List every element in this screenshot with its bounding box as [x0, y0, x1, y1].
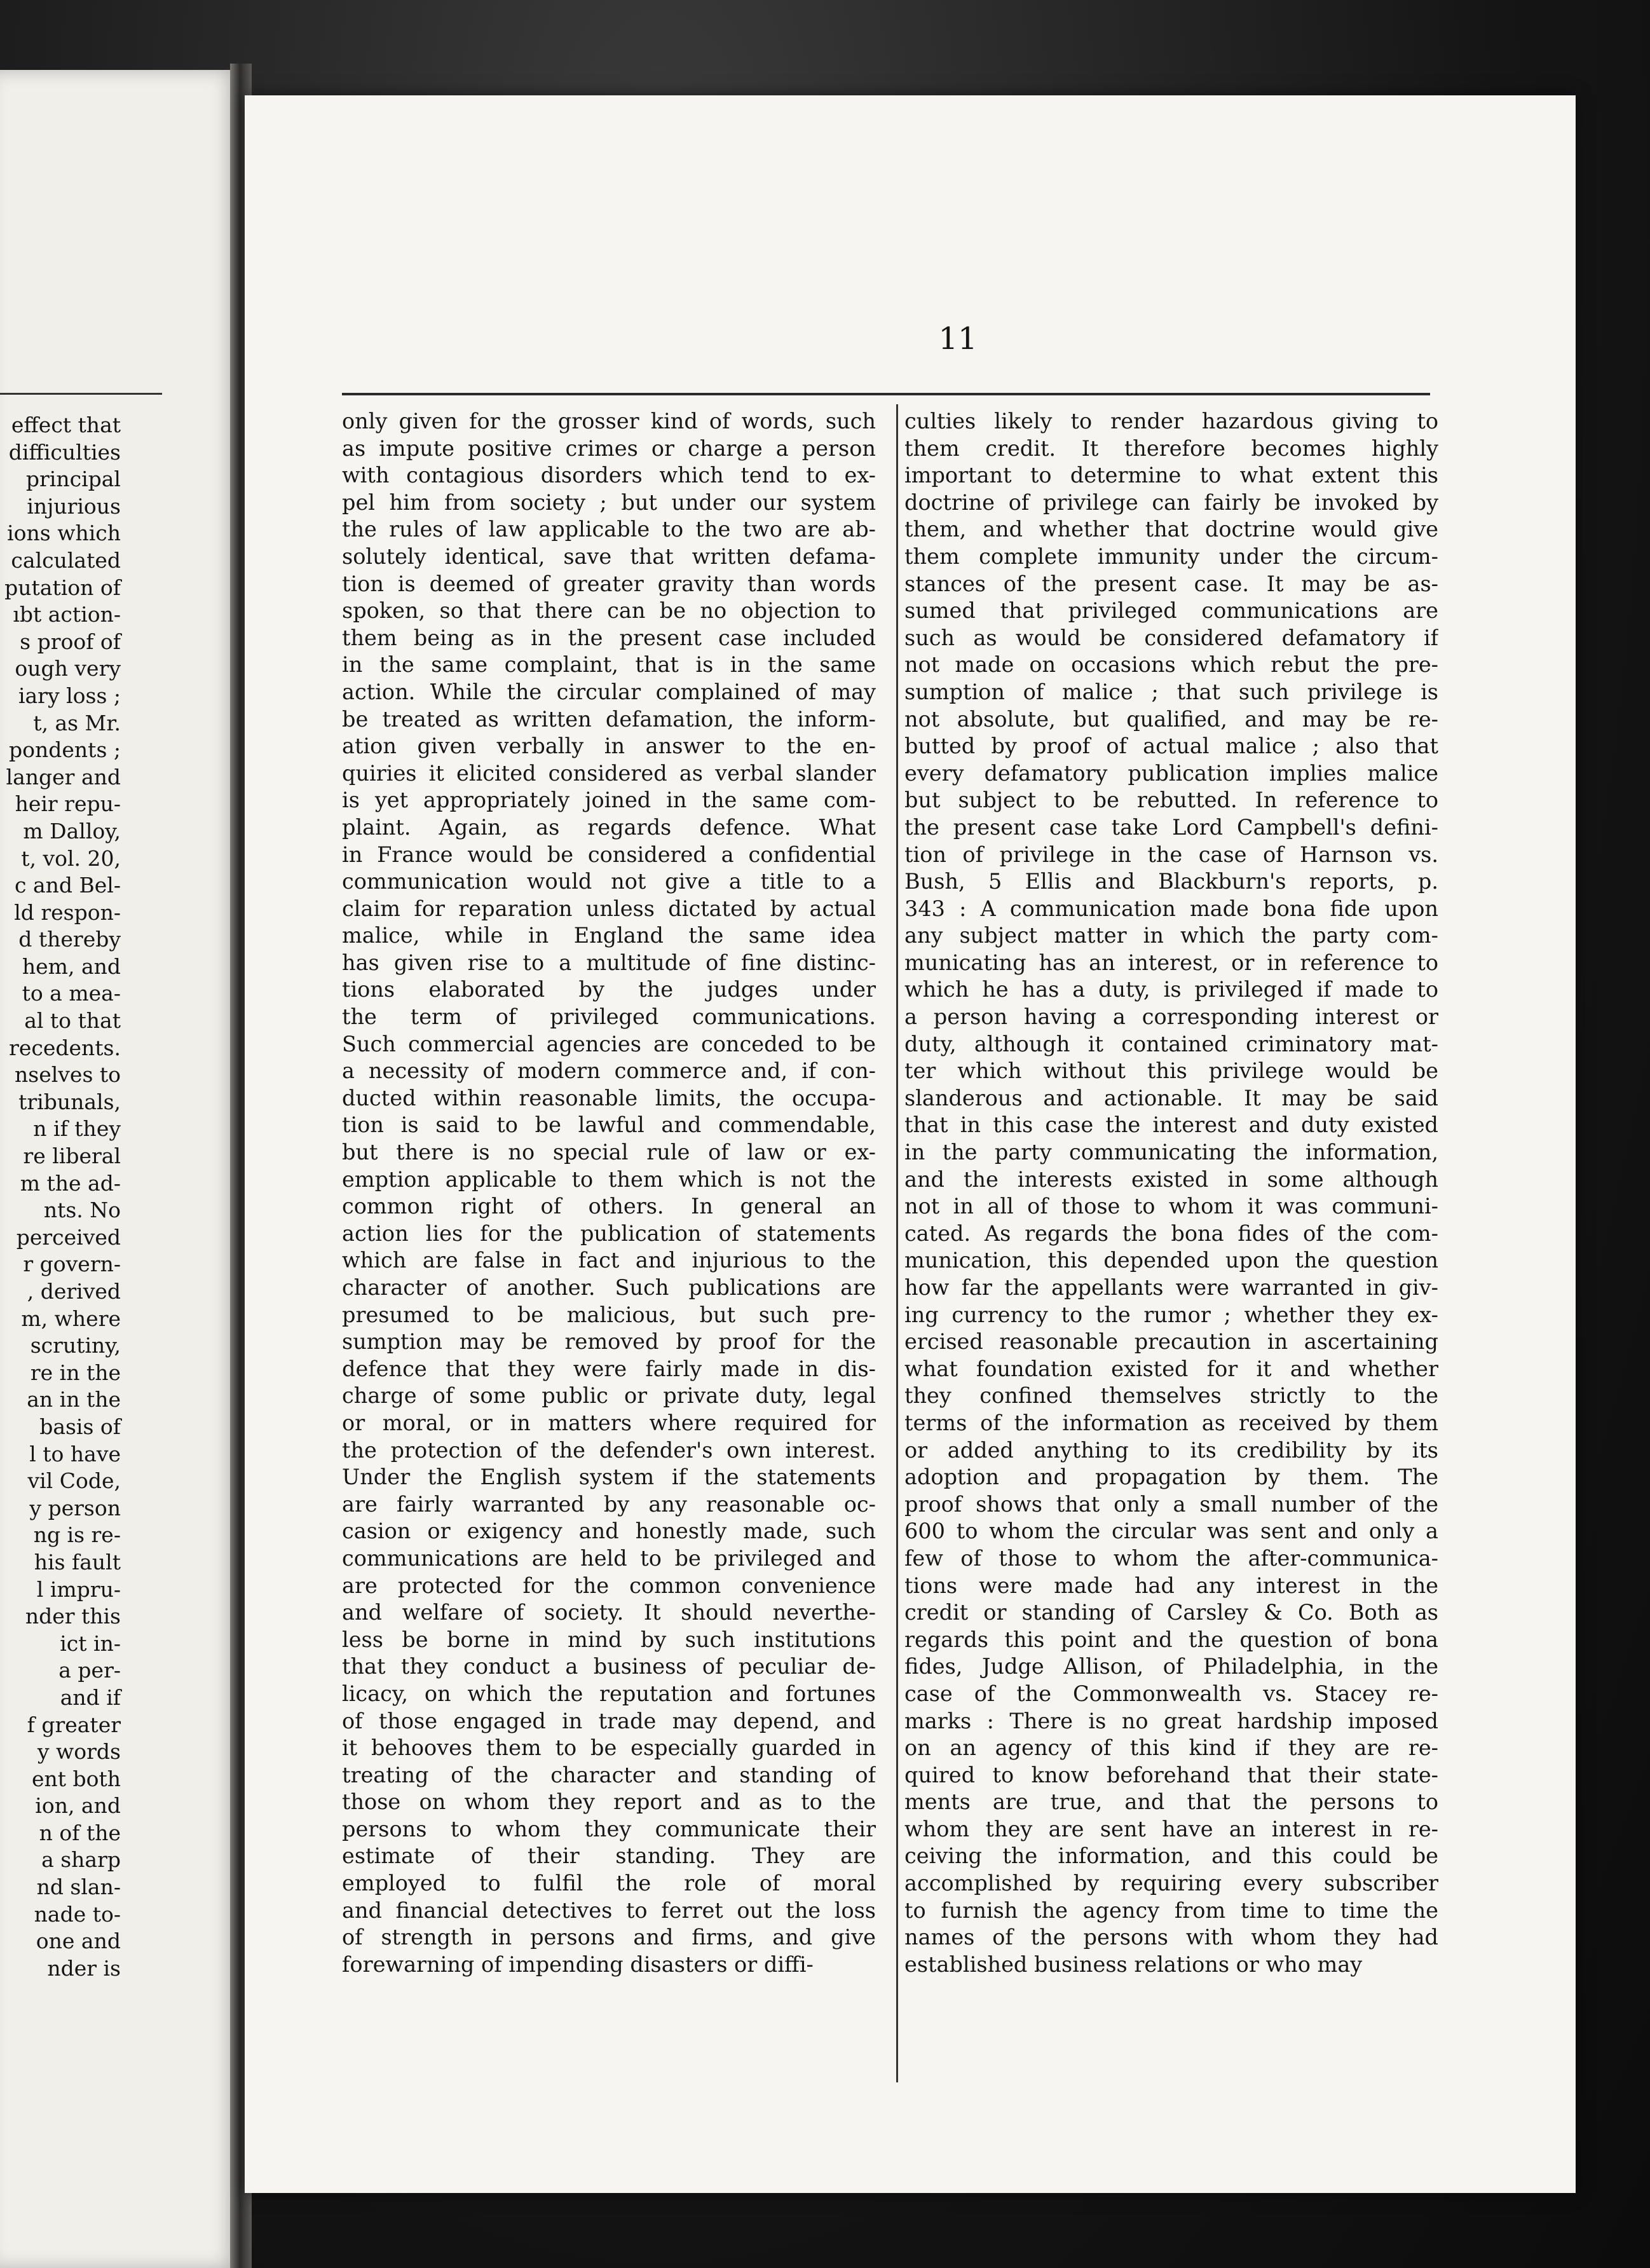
- text-line: that they conduct a business of peculiar de-: [342, 1654, 876, 1679]
- text-line: spoken, so that there can be no objection to: [342, 598, 876, 624]
- facing-page-line-fragment: ions which: [7, 521, 121, 546]
- text-line: fides, Judge Allison, of Philadelphia, in the: [904, 1654, 1438, 1679]
- column-divider: [896, 404, 898, 2082]
- text-line: butted by proof of actual malice ; also that: [904, 734, 1438, 759]
- facing-page-line-fragment: nade to-: [34, 1901, 121, 1927]
- text-line: of those engaged in trade may depend, and: [342, 1708, 876, 1733]
- facing-page-line-fragment: m, where: [21, 1306, 121, 1331]
- facing-page-line-fragment: hem, and: [22, 953, 121, 979]
- text-column-left: [342, 408, 876, 1978]
- text-line: credit or standing of Carsley & Co. Both as: [904, 1600, 1438, 1625]
- text-line: or added anything to its credibility by its: [904, 1437, 1438, 1463]
- facing-page-line-fragment: perceived: [16, 1224, 121, 1250]
- text-column-right: [904, 408, 1438, 1978]
- text-line: action lies for the publication of statements: [342, 1220, 876, 1246]
- text-line: terms of the information as received by them: [904, 1410, 1438, 1435]
- text-line: ments are true, and that the persons to: [904, 1789, 1438, 1815]
- facing-page-line-fragment: al to that: [24, 1008, 121, 1034]
- text-line: action. While the circular complained of may: [342, 679, 876, 704]
- text-line: presumed to be malicious, but such pre-: [342, 1302, 876, 1327]
- text-line: pel him from society ; but under our system: [342, 489, 876, 515]
- text-line: munication, this depended upon the question: [904, 1248, 1438, 1273]
- text-line: ing currency to the rumor ; whether they ex-: [904, 1302, 1438, 1327]
- text-line: that in this case the interest and duty existed: [904, 1112, 1438, 1138]
- facing-page-line-fragment: nder is: [47, 1955, 121, 1981]
- text-line: them being as in the present case included: [342, 625, 876, 650]
- text-line: claim for reparation unless dictated by actual: [342, 896, 876, 921]
- text-line: and welfare of society. It should neverthe-: [342, 1600, 876, 1625]
- text-line: licacy, on which the reputation and fortunes: [342, 1681, 876, 1706]
- text-line: proof shows that only a small number of the: [904, 1491, 1438, 1517]
- text-line: tion is said to be lawful and commendable,: [342, 1112, 876, 1138]
- text-line: sumed that privileged communications are: [904, 598, 1438, 624]
- text-line: marks : There is no great hardship imposed: [904, 1708, 1438, 1733]
- facing-page-line-fragment: ıbt action-: [13, 602, 121, 627]
- facing-page-line-fragment: his fault: [34, 1549, 121, 1575]
- text-line: character of another. Such publications are: [342, 1275, 876, 1300]
- text-line: and the interests existed in some although: [904, 1166, 1438, 1192]
- facing-page-line-fragment: ion, and: [35, 1793, 121, 1819]
- text-line: ter which without this privilege would be: [904, 1058, 1438, 1084]
- text-line: municating has an interest, or in reference to: [904, 950, 1438, 975]
- header-rule: [342, 393, 1430, 395]
- facing-page-line-fragment: n of the: [39, 1820, 121, 1845]
- facing-page-line-fragment: putation of: [4, 575, 121, 600]
- text-line: sumption of malice ; that such privilege is: [904, 679, 1438, 704]
- text-line: on an agency of this kind if they are re-: [904, 1735, 1438, 1761]
- facing-page-line-fragment: l to have: [29, 1441, 121, 1466]
- facing-page-line-fragment: iary loss ;: [18, 683, 121, 708]
- facing-page-line-fragment: ict in-: [60, 1630, 121, 1656]
- text-line: not made on occasions which rebut the pre-: [904, 652, 1438, 678]
- facing-page-header-rule: [0, 393, 162, 395]
- facing-page-line-fragment: ent both: [31, 1766, 121, 1791]
- facing-page-line-fragment: effect that: [11, 413, 121, 437]
- facing-page-line-fragment: re liberal: [23, 1144, 121, 1169]
- facing-page-line-fragment: m the ad-: [20, 1170, 121, 1196]
- facing-page-line-fragment: vil Code,: [27, 1468, 121, 1494]
- text-line: regards this point and the question of bona: [904, 1627, 1438, 1652]
- facing-page-line-fragment: d thereby: [18, 927, 121, 952]
- text-line: they confined themselves strictly to the: [904, 1383, 1438, 1409]
- facing-page-line-fragment: nd slan-: [36, 1875, 121, 1900]
- text-line: those on whom they report and as to the: [342, 1789, 876, 1815]
- text-line: duty, although it contained criminatory mat-: [904, 1031, 1438, 1056]
- text-line: ation given verbally in answer to the en-: [342, 734, 876, 759]
- text-line: has given rise to a multitude of fine distinc-: [342, 950, 876, 975]
- facing-page-line-fragment: and if: [60, 1684, 121, 1710]
- text-line: which he has a duty, is privileged if made to: [904, 977, 1438, 1002]
- text-line: accomplished by requiring every subscriber: [904, 1871, 1438, 1896]
- text-line: estimate of their standing. They are: [342, 1843, 876, 1869]
- text-line: communications are held to be privileged and: [342, 1545, 876, 1571]
- text-line: tions were made had any interest in the: [904, 1573, 1438, 1598]
- text-line: with contagious disorders which tend to ex-: [342, 463, 876, 488]
- text-line: emption applicable to them which is not the: [342, 1166, 876, 1192]
- text-line: whom they are sent have an interest in re-: [904, 1816, 1438, 1841]
- text-line: solutely identical, save that written defama-: [342, 543, 876, 569]
- facing-page-line-fragment: n if they: [33, 1116, 121, 1142]
- text-line: them credit. It therefore becomes highly: [904, 435, 1438, 461]
- facing-page-line-fragment: ng is re-: [33, 1522, 121, 1548]
- facing-page-line-fragment: t, vol. 20,: [21, 845, 121, 871]
- facing-page-line-fragment: recedents.: [9, 1035, 121, 1060]
- text-line: employed to fulfil the role of moral: [342, 1871, 876, 1896]
- facing-page-line-fragment: f greater: [27, 1712, 121, 1737]
- text-line: in the party communicating the information,: [904, 1140, 1438, 1165]
- facing-page-line-fragment: m Dalloy,: [23, 818, 121, 844]
- text-line: the present case take Lord Campbell's defini-: [904, 814, 1438, 840]
- facing-page-line-fragment: nselves to: [15, 1062, 121, 1088]
- facing-page-line-fragment: calculated: [11, 547, 121, 573]
- text-line: ceiving the information, and this could be: [904, 1843, 1438, 1869]
- facing-page-line-fragment: c and Bel-: [15, 873, 121, 898]
- facing-page-line-fragment: injurious: [27, 493, 121, 519]
- text-line: sumption may be removed by proof for the: [342, 1329, 876, 1355]
- text-line: casion or exigency and honestly made, such: [342, 1519, 876, 1544]
- text-line: culties likely to render hazardous giving to: [904, 409, 1438, 434]
- text-line: charge of some public or private duty, legal: [342, 1383, 876, 1409]
- text-line: how far the appellants were warranted in giv-: [904, 1275, 1438, 1300]
- text-line: cated. As regards the bona fides of the com-: [904, 1220, 1438, 1246]
- text-line: names of the persons with whom they had: [904, 1925, 1438, 1950]
- facing-page-line-fragment: heir repu-: [15, 791, 121, 817]
- text-line: every defamatory publication implies malice: [904, 760, 1438, 786]
- text-line: tion of privilege in the case of Harnson vs.: [904, 842, 1438, 867]
- facing-page-line-fragment: langer and: [6, 764, 121, 789]
- text-line: the protection of the defender's own interest.: [342, 1437, 876, 1463]
- text-line: only given for the grosser kind of words, such: [342, 409, 876, 434]
- text-line: a person having a corresponding interest or: [904, 1004, 1438, 1030]
- text-line: Under the English system if the statements: [342, 1465, 876, 1490]
- facing-page-line-fragment: difficulties: [8, 439, 121, 465]
- text-line: Bush, 5 Ellis and Blackburn's reports, p.: [904, 869, 1438, 894]
- text-line: less be borne in mind by such institutions: [342, 1627, 876, 1652]
- text-line: treating of the character and standing of: [342, 1762, 876, 1787]
- text-line: established business relations or who may: [904, 1951, 1363, 1977]
- facing-page-line-fragment: an in the: [27, 1387, 121, 1412]
- facing-page-line-fragment: ough very: [15, 656, 121, 681]
- text-line: as impute positive crimes or charge a person: [342, 435, 876, 461]
- text-line: the rules of law applicable to the two are ab-: [342, 517, 876, 542]
- facing-page-line-fragment: tribunals,: [18, 1089, 121, 1114]
- text-line: but subject to be rebutted. In reference to: [904, 788, 1438, 813]
- text-line: and financial detectives to ferret out the loss: [342, 1897, 876, 1923]
- text-line: them complete immunity under the circum-: [904, 543, 1438, 569]
- text-line: are protected for the common convenience: [342, 1573, 876, 1598]
- text-line: doctrine of privilege can fairly be invoked by: [904, 489, 1438, 515]
- facing-page-line-fragment: l impru-: [36, 1576, 121, 1602]
- text-line: Such commercial agencies are conceded to be: [342, 1031, 876, 1056]
- text-line: stances of the present case. It may be as-: [904, 571, 1438, 596]
- text-line: what foundation existed for it and whether: [904, 1356, 1438, 1381]
- page-number: 11: [938, 321, 978, 357]
- text-line: 343 : A communication made bona fide upon: [904, 896, 1438, 921]
- text-line: few of those to whom the after-communica-: [904, 1545, 1438, 1571]
- facing-page-line-fragment: r govern-: [23, 1252, 121, 1277]
- text-line: any subject matter in which the party com-: [904, 923, 1438, 948]
- facing-page-line-fragment: pondents ;: [9, 737, 121, 763]
- facing-page-line-fragment: y person: [29, 1495, 121, 1520]
- text-line: are fairly warranted by any reasonable oc-: [342, 1491, 876, 1517]
- facing-page-line-fragment: y words: [37, 1739, 121, 1765]
- facing-page-line-fragment: a per-: [58, 1658, 121, 1683]
- text-line: common right of others. In general an: [342, 1194, 876, 1219]
- text-line: but there is no special rule of law or ex-: [342, 1140, 876, 1165]
- facing-page-line-fragment: to a mea-: [22, 981, 121, 1006]
- facing-page-text-fragments: [0, 412, 121, 1982]
- facing-page-line-fragment: scrutiny,: [30, 1333, 121, 1358]
- text-line: of strength in persons and firms, and give: [342, 1925, 876, 1950]
- text-line: a necessity of modern commerce and, if con-: [342, 1058, 876, 1084]
- text-line: tions elaborated by the judges under: [342, 977, 876, 1002]
- facing-page-line-fragment: one and: [36, 1929, 121, 1954]
- text-line: not in all of those to whom it was communi-: [904, 1194, 1438, 1219]
- text-line: them, and whether that doctrine would give: [904, 517, 1438, 542]
- text-line: or moral, or in matters where required for: [342, 1410, 876, 1435]
- facing-page-line-fragment: re in the: [30, 1360, 121, 1385]
- text-line: persons to whom they communicate their: [342, 1816, 876, 1841]
- text-line: to furnish the agency from time to time the: [904, 1897, 1438, 1923]
- facing-page-line-fragment: a sharp: [41, 1847, 121, 1873]
- text-line: ercised reasonable precaution in ascertaining: [904, 1329, 1438, 1355]
- page-11: [245, 95, 1576, 2193]
- text-line: quiries it elicited considered as verbal slander: [342, 760, 876, 786]
- facing-page-line-fragment: ld respon-: [14, 899, 121, 925]
- text-line: not absolute, but qualified, and may be re-: [904, 706, 1438, 732]
- facing-page-line-fragment: nder this: [25, 1604, 121, 1629]
- facing-page-line-fragment: nts. No: [43, 1198, 121, 1223]
- text-line: in the same complaint, that is in the same: [342, 652, 876, 678]
- facing-page-line-fragment: basis of: [39, 1414, 121, 1439]
- text-line: is yet appropriately joined in the same com-: [342, 788, 876, 813]
- text-line: adoption and propagation by them. The: [904, 1465, 1438, 1490]
- text-line: malice, while in England the same idea: [342, 923, 876, 948]
- text-line: in France would be considered a confidential: [342, 842, 876, 867]
- text-line: such as would be considered defamatory if: [904, 625, 1438, 650]
- text-line: communication would not give a title to a: [342, 869, 876, 894]
- text-line: plaint. Again, as regards defence. What: [342, 814, 876, 840]
- facing-page-line-fragment: principal: [25, 467, 121, 492]
- text-line: it behooves them to be especially guarded in: [342, 1735, 876, 1761]
- text-line: important to determine to what extent this: [904, 463, 1438, 488]
- text-line: case of the Commonwealth vs. Stacey re-: [904, 1681, 1438, 1706]
- facing-page-line-fragment: s proof of: [20, 629, 121, 654]
- text-line: the term of privileged communications.: [342, 1004, 876, 1030]
- facing-page-left: [0, 70, 240, 2268]
- facing-page-line-fragment: t, as Mr.: [33, 710, 121, 735]
- text-line: 600 to whom the circular was sent and only a: [904, 1519, 1438, 1544]
- text-line: be treated as written defamation, the inform-: [342, 706, 876, 732]
- facing-page-line-fragment: , derived: [27, 1279, 121, 1304]
- text-line: defence that they were fairly made in dis-: [342, 1356, 876, 1381]
- text-line: which are false in fact and injurious to the: [342, 1248, 876, 1273]
- text-line: slanderous and actionable. It may be said: [904, 1085, 1438, 1110]
- text-line: tion is deemed of greater gravity than words: [342, 571, 876, 596]
- text-line: ducted within reasonable limits, the occupa-: [342, 1085, 876, 1110]
- text-line: quired to know beforehand that their state-: [904, 1762, 1438, 1787]
- text-line: forewarning of impending disasters or diffi-: [342, 1951, 814, 1977]
